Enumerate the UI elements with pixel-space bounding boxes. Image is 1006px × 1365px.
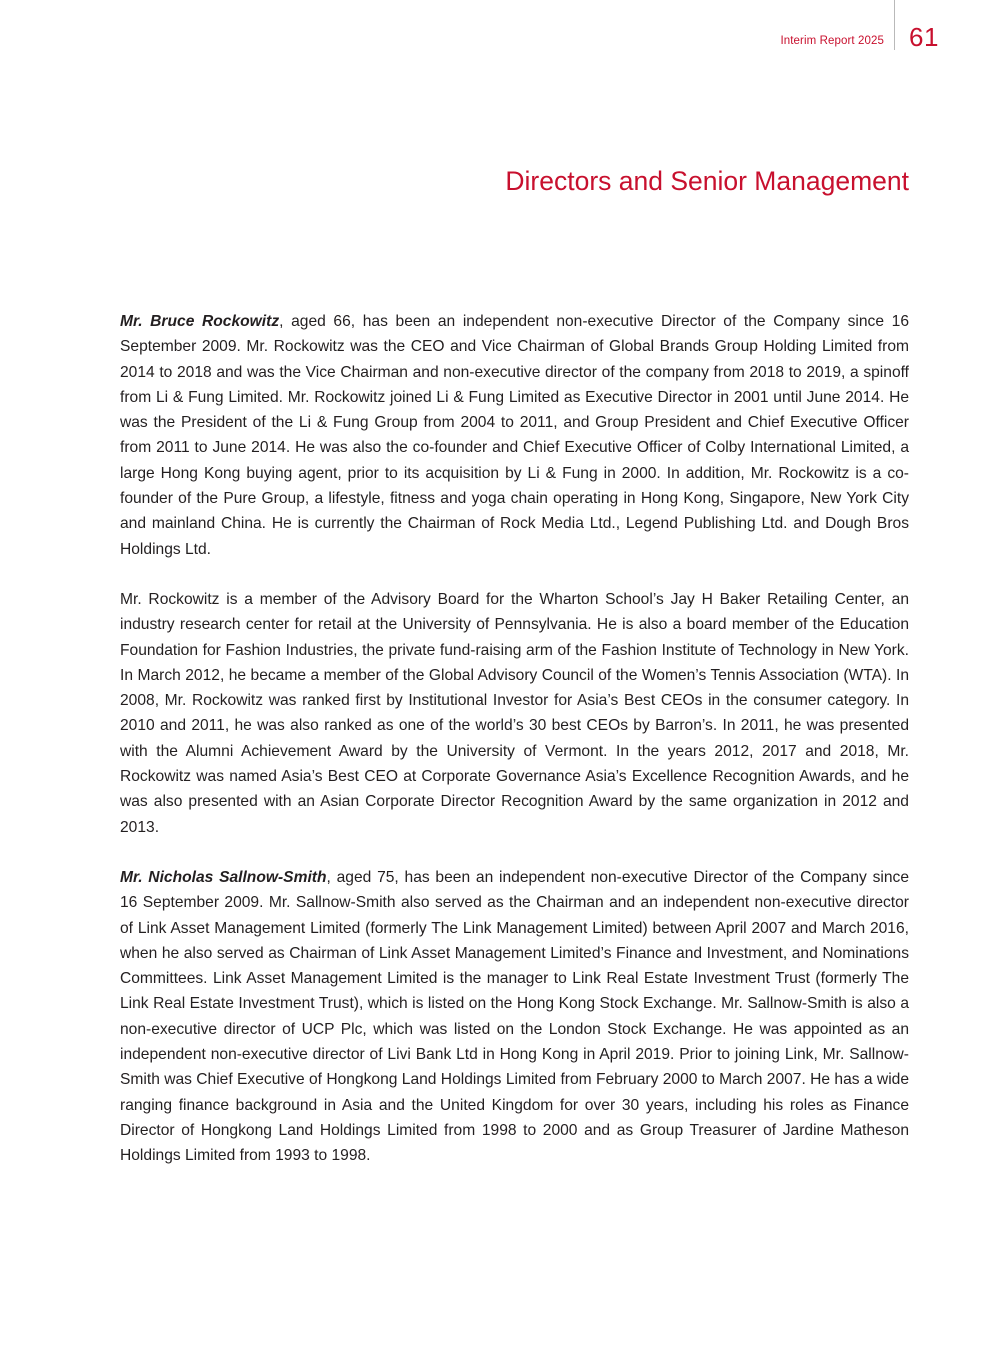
page-number: 61 (909, 22, 939, 52)
biography-paragraph-rockowitz (120, 309, 909, 562)
paragraph-text: Mr. Rockowitz is a member of the Advisory Board for the Wharton School’s Jay H Baker Retailing Center, an industry research center for retail at the University of Pennsylvania. He is also a board member of the Education Foundation for Fashion Industries, the private fund-raising arm of the Fashion Institute of Technology in New York. In March 2012, he became a member of the Global Advisory Council of the Women’s Tennis Association (WTA). In 2008, Mr. Rockowitz was ranked first by Institutional Investor for Asia’s Best CEOs in the consumer category. In 2010 and 2011, he was also ranked as one of the world’s 30 best CEOs by Barron’s. In 2011, he was presented with the Alumni Achievement Award by the University of Vermont. In the years 2012, 2017 and 2018, Mr. Rockowitz was named Asia’s Best CEO at Corporate Governance Asia’s Excellence Recognition Awards, and he was also presented with an Asian Corporate Director Recognition Award by the same organization in 2012 and 2013. (120, 590, 909, 836)
director-name-rockowitz: Mr. Bruce Rockowitz (120, 313, 280, 330)
page-header (0, 0, 1006, 60)
paragraph-text: , aged 75, has been an independent non-executive Director of the Company since 16 September 2009. Mr. Sallnow-Smith also served as the Chairman and an independent non-executive director of Link Asset Management Limited (formerly The Link Management Limited) between April 2007 and March 2016, when he also served as Chairman of Link Asset Management Limited’s Finance and Investment, and Nominations Committees. Link Asset Management Limited is the manager to Link Real Estate Investment Trust (formerly The Link Real Estate Investment Trust), which is listed on the Hong Kong Stock Exchange. Mr. Sallnow-Smith is also a non-executive director of UCP Plc, which was listed on the London Stock Exchange. He was appointed as an independent non-executive director of Livi Bank Ltd in Hong Kong in April 2019. Prior to joining Link, Mr. Sallnow-Smith was Chief Executive of Hongkong Land Holdings Limited from February 2000 to March 2007. He has a wide ranging finance background in Asia and the United Kingdom for over 30 years, including his roles as Finance Director of Hongkong Land Holdings Limited from 1998 to 2000 and as Group Treasurer of Jardine Matheson Holdings Limited from 1993 to 1998. (120, 868, 909, 1165)
report-title: Interim Report 2025 (780, 35, 884, 47)
biography-paragraph-rockowitz-continued (120, 587, 909, 840)
biography-paragraph-sallnow-smith (120, 865, 909, 1169)
paragraph-text: , aged 66, has been an independent non-executive Director of the Company since 16 September 2009. Mr. Rockowitz was the CEO and Vice Chairman of Global Brands Group Holding Limited from 2014 to 2018 and was the Vice Chairman and non-executive director of the company from 2018 to 2019, a spinoff from Li & Fung Limited. Mr. Rockowitz joined Li & Fung Limited as Executive Director in 2001 until June 2014. He was the President of the Li & Fung Group from 2004 to 2011, and Group President and Chief Executive Officer from 2011 to June 2014. He was also the co-founder and Chief Executive Officer of Colby International Limited, a large Hong Kong buying agent, prior to its acquisition by Li & Fung in 2000. In addition, Mr. Rockowitz is a co-founder of the Pure Group, a lifestyle, fitness and yoga chain operating in Hong Kong, Singapore, New York City and mainland China. He is currently the Chairman of Rock Media Ltd., Legend Publishing Ltd. and Dough Bros Holdings Ltd. (120, 313, 909, 558)
header-divider (894, 0, 895, 50)
biography-content (120, 309, 909, 1194)
director-name-sallnow-smith: Mr. Nicholas Sallnow-Smith (120, 868, 327, 886)
section-title: Directors and Senior Management (505, 166, 909, 196)
